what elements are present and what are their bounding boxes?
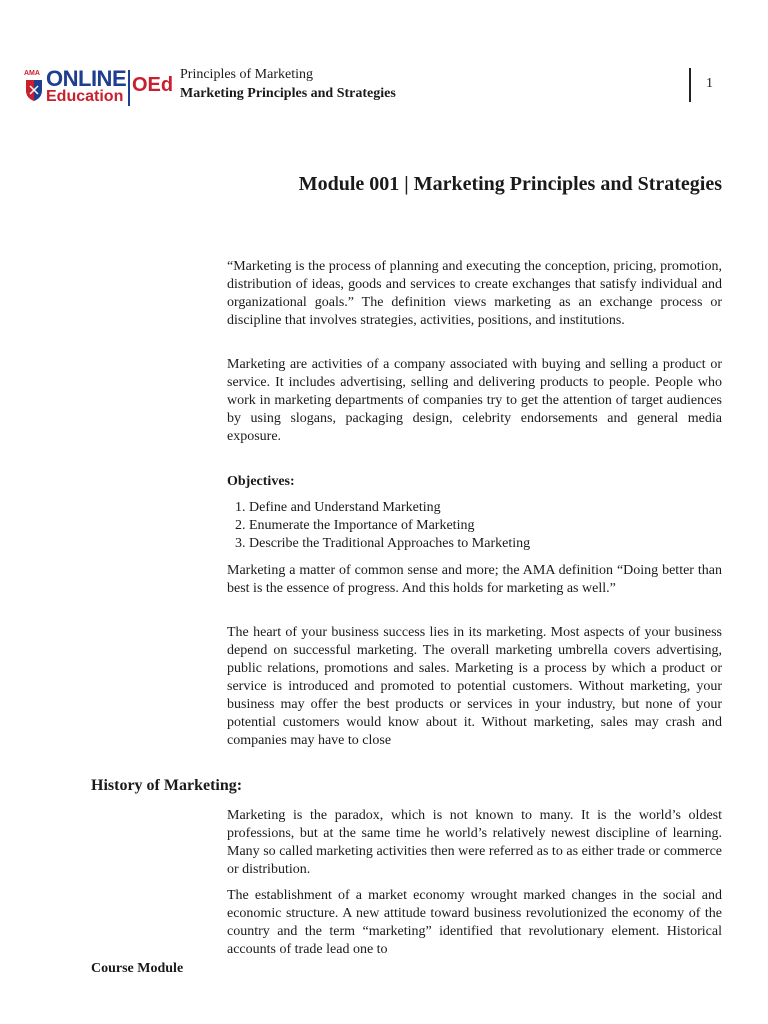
- objectives-list: [227, 499, 722, 553]
- intro-paragraph-2-block: [227, 356, 722, 446]
- intro-paragraph-1: “Marketing is the process of planning and executing the conception, pricing, promotion, distribution of ideas, goods and services to create exchanges that satisfy individual and organizational goals.” The definition views marketing as an exchange process or discipline that involves strategies, activities, positions, and institutions.: [227, 259, 722, 328]
- body-paragraph-4-block: [227, 624, 722, 750]
- history-heading: History of Marketing:: [91, 777, 243, 794]
- footer-course-module: Course Module: [91, 961, 184, 976]
- logo-education-text: Education: [46, 88, 124, 105]
- header-divider: [689, 68, 691, 102]
- intro-paragraph-1-block: [227, 258, 722, 330]
- logo-online-text: ONLINE: [46, 66, 127, 91]
- body-paragraph-4: The heart of your business success lies in its marketing. Most aspects of your business depend on successful marketing. The overall marketing umbrella covers advertising, public relations, promotions and sales. Marketing is a process by which a product or service is introduced and promoted to potential customers. Without marketing, your business may offer the best products or services in your industry, but none of your potential customers would know about it. Without marketing, sales may crash and companies may have to close: [227, 625, 722, 748]
- objective-item: 2. Enumerate the Importance of Marketing: [249, 517, 722, 535]
- body-paragraph-3-block: [227, 562, 722, 598]
- objectives-list-block: [227, 499, 722, 553]
- history-paragraph-1: Marketing is the paradox, which is not known to many. It is the world’s oldest professions, but at the same time he world’s relatively newest discipline of learning. Many so called marketing activities then were referred as to as either trade or commerce or distribution.: [227, 808, 722, 877]
- history-paragraph-2: The establishment of a market economy wrought marked changes in the social and economic structure. A new attitude toward business revolutionized the economy of the country and the term “marketing” identified that revolutionary element. Historical accounts of trade lead one to: [227, 888, 722, 957]
- history-paragraph-2-block: [227, 887, 722, 959]
- objective-item: 3. Describe the Traditional Approaches to Marketing: [249, 535, 722, 553]
- logo-divider: [128, 70, 130, 106]
- online-education-logo: [24, 66, 174, 110]
- shield-icon: [24, 78, 44, 102]
- body-paragraph-3: Marketing a matter of common sense and more; the AMA definition “Doing better than best is the essence of progress. And this holds for marketing as well.”: [227, 563, 722, 596]
- logo-oed-text: OEd: [132, 74, 174, 96]
- logo-ama-text: AMA: [24, 70, 40, 77]
- history-paragraph-1-block: [227, 807, 722, 879]
- page-title: Module 001 | Marketing Principles and Strategies: [298, 173, 722, 195]
- page-number: 1: [706, 76, 713, 91]
- intro-paragraph-2: Marketing are activities of a company associated with buying and selling a product or service. It includes advertising, selling and delivering products to people. People who work in marketing departments of companies try to get the attention of target audiences by using slogans, packaging design, celebrity endorsements and general media exposure.: [227, 357, 722, 444]
- objectives-heading: Objectives:: [227, 474, 295, 489]
- header-module-title: Marketing Principles and Strategies: [180, 86, 396, 101]
- header-course-name: Principles of Marketing: [180, 67, 313, 82]
- objective-item: 1. Define and Understand Marketing: [249, 499, 722, 517]
- objectives-block: [227, 473, 722, 491]
